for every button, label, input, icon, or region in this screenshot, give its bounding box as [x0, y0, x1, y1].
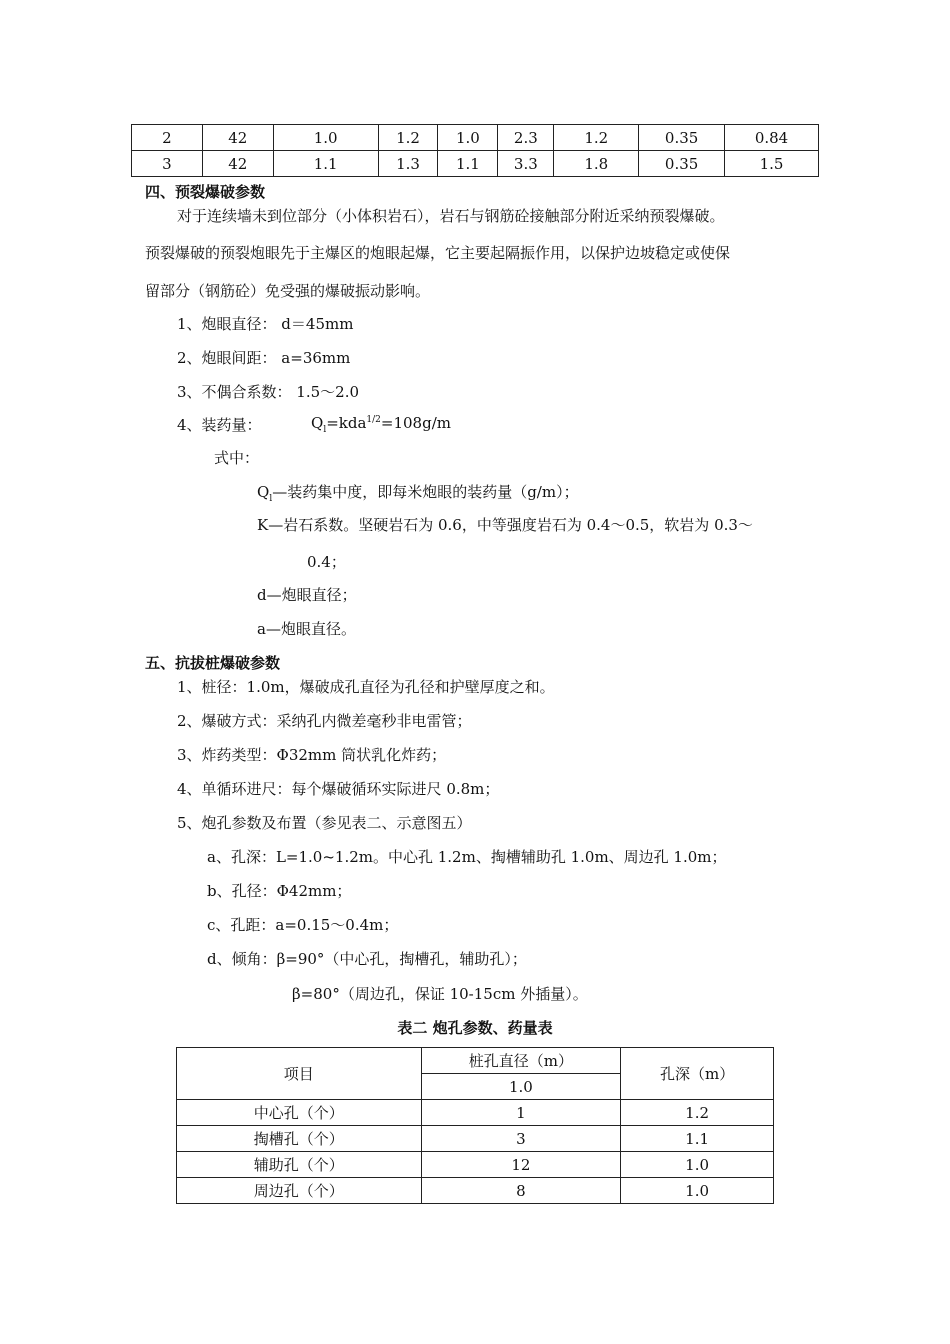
table-row: [177, 1152, 774, 1178]
table-header-row: [177, 1048, 774, 1074]
section4-heading: 四、预裂爆破参数: [145, 183, 266, 201]
table-cell: 3: [421, 1126, 621, 1152]
formula-where-label: 式中：: [214, 449, 260, 467]
section5-heading: 五、抗拔桩爆破参数: [145, 654, 281, 672]
inclination-item-continued: β=80°（周边孔，保证 10-15cm 外插量）。: [292, 985, 588, 1003]
table-cell: 1.5: [725, 151, 819, 177]
section4-paragraph-3: 留部分（钢筋砼）免受强的爆破振动影响。: [145, 282, 431, 300]
hole-spacing-item: 2、炮眼间距： a=36mm: [177, 349, 351, 367]
table2-caption: 表二 炮孔参数、药量表: [397, 1019, 553, 1037]
table-row: [132, 151, 819, 177]
table-cell: 3.3: [498, 151, 554, 177]
explosive-type-item: 3、炸药类型：Φ32mm 筒状乳化炸药；: [177, 746, 447, 764]
blast-params-table-continued: [131, 124, 819, 177]
table-cell: 1.0: [621, 1178, 774, 1204]
table-cell: 1.0: [621, 1152, 774, 1178]
table-row: [177, 1126, 774, 1152]
table-cell: 1.0: [438, 125, 498, 151]
table-cell: 中心孔（个）: [177, 1100, 422, 1126]
inclination-item: d、倾角：β=90°（中心孔，掏槽孔，辅助孔）；: [207, 950, 527, 968]
table-cell: 0.35: [639, 125, 725, 151]
table-cell: 8: [421, 1178, 621, 1204]
table-cell: 1.1: [621, 1126, 774, 1152]
table-cell: 42: [202, 125, 273, 151]
table-cell: 1.2: [621, 1100, 774, 1126]
table-cell: 1.8: [554, 151, 639, 177]
table-cell: 12: [421, 1152, 621, 1178]
table-cell: 1.2: [554, 125, 639, 151]
table-cell: 2.3: [498, 125, 554, 151]
table-cell: 1.3: [378, 151, 438, 177]
header-hole-depth: 孔深（m）: [621, 1048, 774, 1100]
table-cell: 1.0: [273, 125, 378, 151]
charge-amount-formula: $Q_l=kda^{1/2}=108g/m$: [311, 414, 451, 435]
header-pile-diameter-value: 1.0: [421, 1074, 621, 1100]
table-cell: 2: [132, 125, 203, 151]
table-cell: 周边孔（个）: [177, 1178, 422, 1204]
section4-paragraph-2: 预裂爆破的预裂炮眼先于主爆区的炮眼起爆，它主要起隔振作用，以保护边坡稳定或使保: [145, 244, 731, 262]
hole-diameter-item: 1、炮眼直径： d＝45mm: [177, 315, 354, 333]
hole-diameter-subitem: b、孔径：Φ42mm；: [207, 882, 352, 900]
charge-amount-label: 4、装药量：: [177, 416, 262, 434]
hole-params-item: 5、炮孔参数及布置（参见表二、示意图五）: [177, 814, 472, 832]
definition-d: d—炮眼直径；: [257, 586, 357, 604]
table-cell: 辅助孔（个）: [177, 1152, 422, 1178]
table-row: [132, 125, 819, 151]
table-cell: 1: [421, 1100, 621, 1126]
blasting-method-item: 2、爆破方式：采纳孔内微差毫秒非电雷管；: [177, 712, 472, 730]
hole-spacing-subitem: c、孔距：a=0.15～0.4m；: [207, 916, 399, 934]
table-cell: 1.1: [273, 151, 378, 177]
decoupling-coefficient-item: 3、不偶合系数： 1.5～2.0: [177, 383, 360, 401]
table-cell: 掏槽孔（个）: [177, 1126, 422, 1152]
hole-parameters-table: [176, 1047, 774, 1204]
cycle-advance-item: 4、单循环进尺：每个爆破循环实际进尺 0.8m；: [177, 780, 500, 798]
definition-a: a—炮眼直径。: [257, 620, 356, 638]
table-cell: 1.1: [438, 151, 498, 177]
hole-depth-item: a、孔深：L=1.0~1.2m。中心孔 1.2m、掏槽辅助孔 1.0m、周边孔 1.0m；: [207, 848, 727, 866]
section4-paragraph-1: 对于连续墙未到位部分（小体积岩石），岩石与钢筋砼接触部分附近采纳预裂爆破。: [177, 207, 725, 225]
table-cell: 1.2: [378, 125, 438, 151]
pile-diameter-item: 1、桩径：1.0m，爆破成孔直径为孔径和护壁厚度之和。: [177, 678, 555, 696]
definition-q: $Q_l—$装药集中度，即每米炮眼的装药量（g/m）；: [257, 483, 579, 504]
table-cell: 0.35: [639, 151, 725, 177]
table-row: [177, 1178, 774, 1204]
definition-k-continued: 0.4；: [307, 553, 346, 571]
table-cell: 42: [202, 151, 273, 177]
definition-k: K—岩石系数。坚硬岩石为 0.6，中等强度岩石为 0.4～0.5，软岩为 0.3～: [257, 516, 753, 534]
table-row: [177, 1100, 774, 1126]
table-cell: 0.84: [725, 125, 819, 151]
table-cell: 3: [132, 151, 203, 177]
header-item: 项目: [177, 1048, 422, 1100]
header-pile-diameter: 桩孔直径（m）: [421, 1048, 621, 1074]
